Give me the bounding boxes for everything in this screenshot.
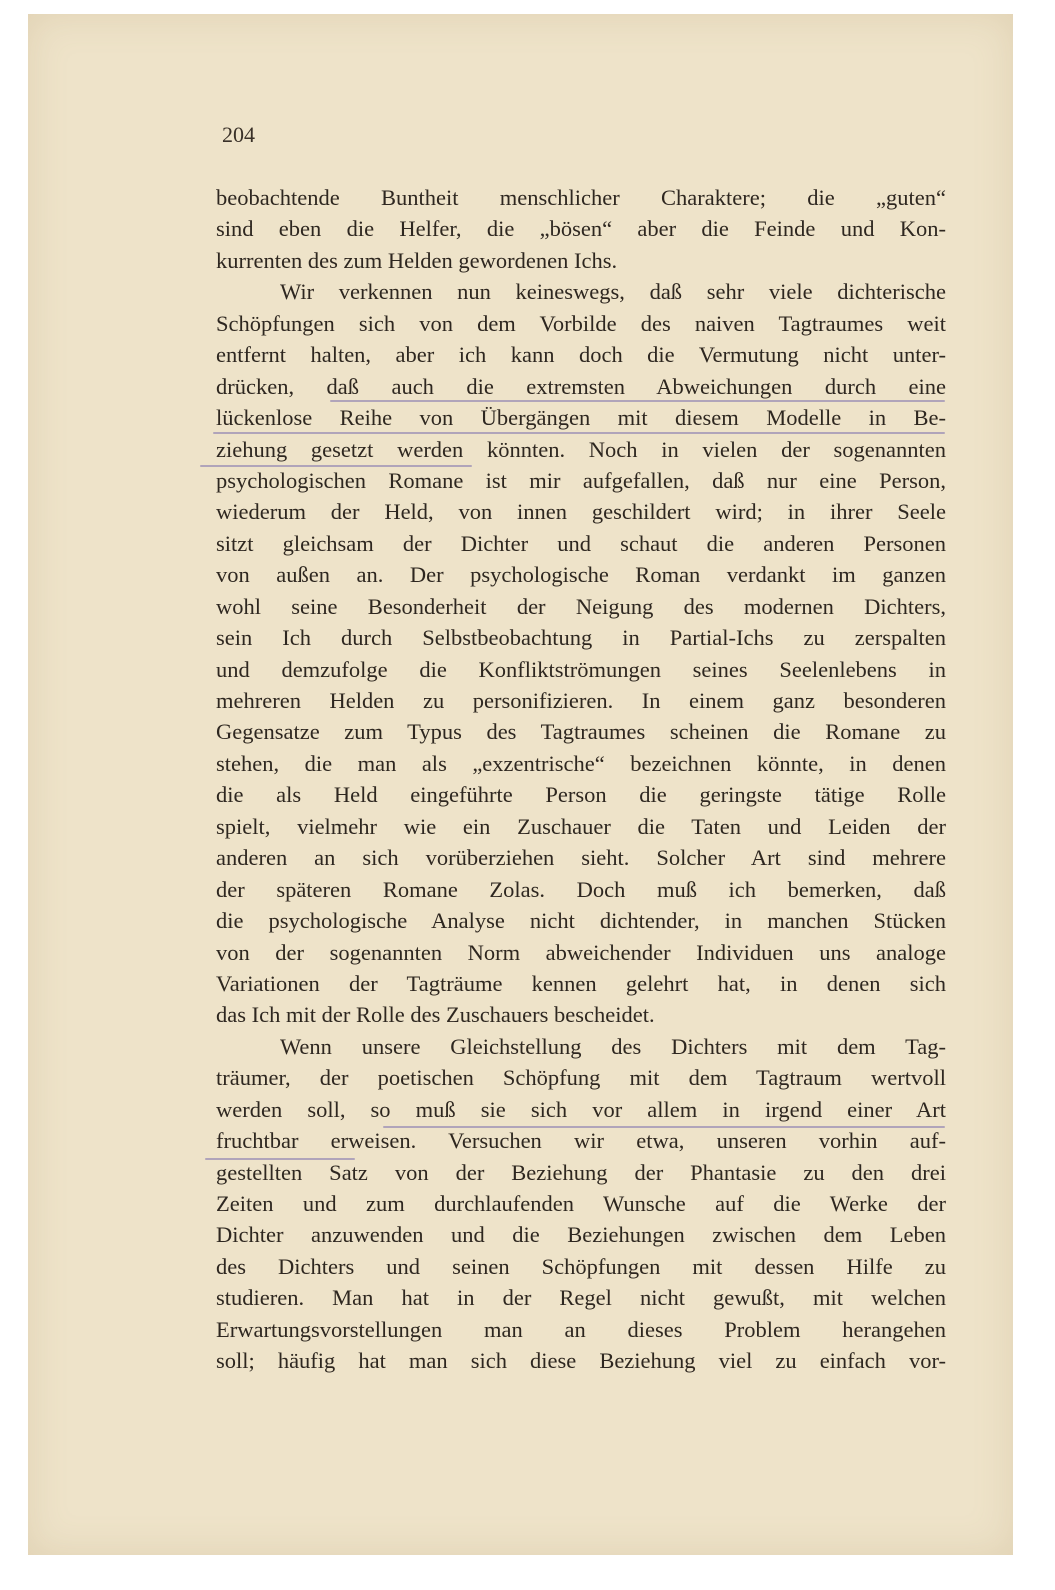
text-line: fruchtbar erweisen. Versuchen wir etwa, unseren vorhin auf- [216, 1128, 946, 1154]
text-line: anderen an sich vorüberziehen sieht. Solcher Art sind mehrere [216, 845, 946, 871]
text-line: das Ich mit der Rolle des Zuschauers bescheidet. [216, 1002, 655, 1028]
text-line: stehen, die man als „exzentrische“ bezeichnen könnte, in denen [216, 750, 946, 776]
text-line: wiederum der Held, von innen geschildert wird; in ihrer Seele [216, 499, 946, 525]
text-line: drücken, daß auch die extremsten Abweichungen durch eine [216, 373, 946, 399]
text-line: mehreren Helden zu personifizieren. In einem ganz besonderen [216, 688, 946, 713]
text-line: Wir verkennen nun keineswegs, daß sehr viele dichterische [280, 279, 946, 305]
text-line: des Dichters und seinen Schöpfungen mit dessen Hilfe zu [216, 1253, 946, 1279]
text-line: gestellten Satz von der Beziehung der Phantasie zu den drei [216, 1159, 946, 1185]
text-line: kurrenten des zum Helden gewordenen Ichs. [216, 247, 618, 273]
page-number: 204 [222, 122, 255, 147]
text-line: studieren. Man hat in der Regel nicht gewußt, mit welchen [216, 1285, 946, 1311]
text-line: psychologischen Romane ist mir aufgefallen, daß nur eine Person, [216, 467, 946, 493]
text-line: von der sogenannten Norm abweichender Individuen uns analoge [216, 939, 946, 965]
pencil-underline [205, 1158, 355, 1160]
text-line: der späteren Romane Zolas. Doch muß ich bemerken, daß [216, 876, 946, 902]
text-line: Dichter anzuwenden und die Beziehungen zwischen dem Leben [216, 1222, 946, 1248]
text-line: Wenn unsere Gleichstellung des Dichters mit dem Tag- [280, 1033, 946, 1059]
text-line: Gegensatze zum Typus des Tagtraumes scheinen die Romane zu [216, 719, 946, 745]
text-line: und demzufolge die Konfliktströmungen seines Seelenlebens in [216, 656, 946, 682]
text-line: Variationen der Tagträume kennen gelehrt hat, in denen sich [216, 970, 946, 996]
text-line: Zeiten und zum durchlaufenden Wunsche auf die Werke der [216, 1191, 946, 1216]
text-line: werden soll, so muß sie sich vor allem in irgend einer Art [216, 1096, 946, 1122]
pencil-underline [213, 432, 945, 434]
body-text [216, 182, 946, 1377]
text-line: Erwartungsvorstellungen man an dieses Problem herangehen [216, 1316, 946, 1342]
text-line: entfernt halten, aber ich kann doch die Vermutung nicht unter- [216, 342, 946, 368]
text-line: lückenlose Reihe von Übergängen mit diesem Modelle in Be- [216, 405, 946, 431]
text-line: sitzt gleichsam der Dichter und schaut die anderen Personen [216, 530, 946, 556]
text-line: soll; häufig hat man sich diese Beziehung viel zu einfach vor- [216, 1348, 946, 1374]
text-line: die psychologische Analyse nicht dichtender, in manchen Stücken [216, 908, 946, 934]
pencil-underline [330, 400, 945, 402]
text-line: träumer, der poetischen Schöpfung mit dem Tagtraum wertvoll [216, 1065, 946, 1091]
text-line: sind eben die Helfer, die „bösen“ aber die Feinde und Kon- [216, 216, 946, 242]
text-line: ziehung gesetzt werden könnten. Noch in vielen der sogenannten [216, 436, 946, 462]
text-line: sein Ich durch Selbstbeobachtung in Partial-Ichs zu zerspalten [216, 625, 946, 651]
pencil-underline [383, 1126, 945, 1128]
text-line: die als Held eingeführte Person die geringste tätige Rolle [216, 782, 946, 808]
text-line: Schöpfungen sich von dem Vorbilde des naiven Tagtraumes weit [216, 310, 946, 336]
pencil-underline [200, 465, 472, 467]
text-line: von außen an. Der psychologische Roman verdankt im ganzen [216, 562, 946, 588]
text-line: wohl seine Besonderheit der Neigung des modernen Dichters, [216, 593, 946, 619]
text-line: spielt, vielmehr wie ein Zuschauer die Taten und Leiden der [216, 813, 946, 839]
text-line: beobachtende Buntheit menschlicher Charaktere; die „guten“ [216, 185, 946, 210]
